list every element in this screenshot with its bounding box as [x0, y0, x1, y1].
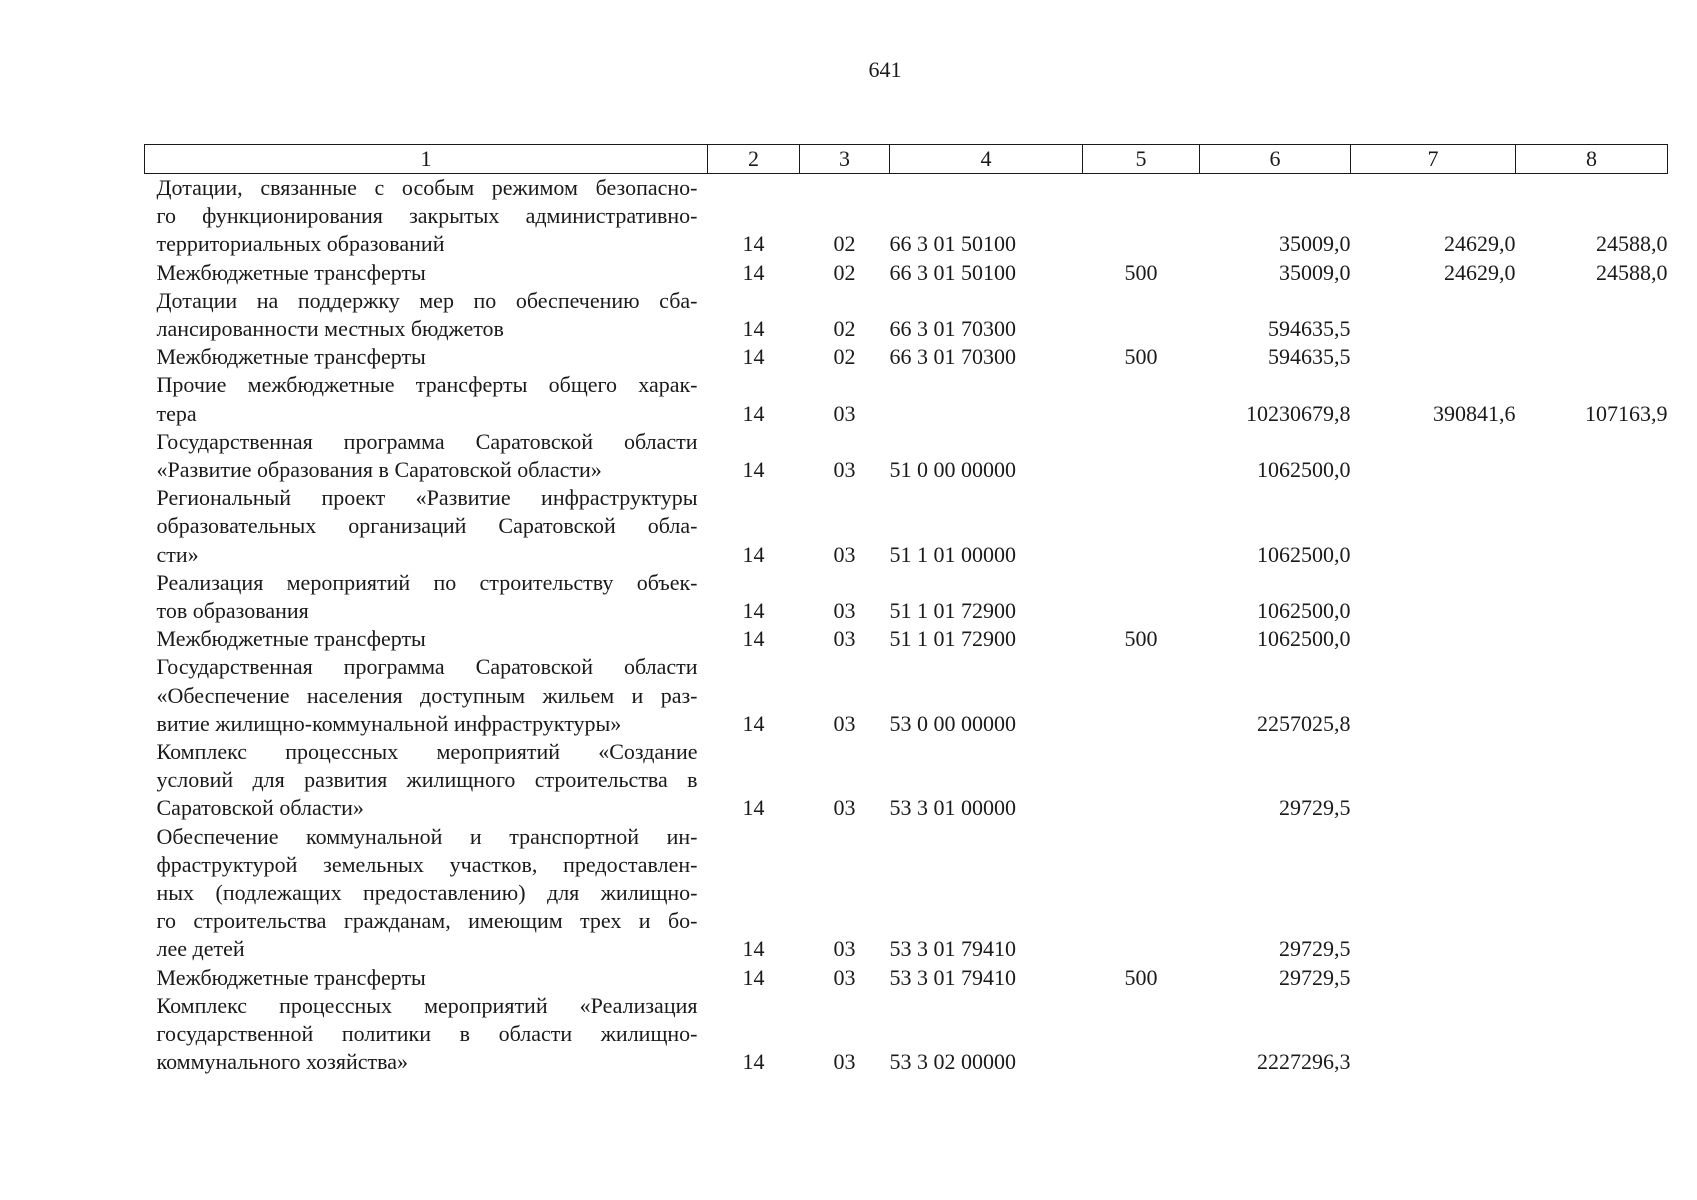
- page-number: 641: [868, 57, 902, 82]
- row-name: [145, 287, 708, 343]
- table-row: [145, 287, 1668, 343]
- row-section: 14: [742, 259, 765, 285]
- row-subsection: 03: [833, 457, 856, 483]
- row-name: [145, 428, 708, 484]
- row-subsection: 03: [833, 964, 856, 990]
- row-name: [145, 484, 708, 569]
- row-section: 14: [742, 936, 765, 962]
- row-amount-year2: [1351, 484, 1516, 569]
- row-expense-type: 500: [1124, 344, 1158, 370]
- row-amount-year2: [1351, 823, 1516, 964]
- row-amount-year2: [1351, 428, 1516, 484]
- column-header-section: 2: [708, 145, 800, 174]
- row-amount-year3: [1516, 484, 1668, 569]
- row-section: 14: [742, 1049, 765, 1075]
- row-name: [145, 259, 708, 287]
- row-amount-year1: 1062500,0: [1257, 626, 1351, 652]
- row-amount-year1: 2257025,8: [1257, 710, 1351, 736]
- row-section: 14: [742, 710, 765, 736]
- row-expense-type: [1083, 823, 1200, 964]
- row-expense-type: [1083, 653, 1200, 738]
- row-amount-year1: 594635,5: [1268, 316, 1351, 342]
- row-amount-year2: [1351, 625, 1516, 653]
- row-amount-year3: [1516, 428, 1668, 484]
- table-row: [145, 428, 1668, 484]
- table-row: [145, 625, 1668, 653]
- row-amount-year3: [1516, 569, 1668, 625]
- table-row: [145, 174, 1668, 259]
- row-name: [145, 343, 708, 371]
- row-subsection: 03: [833, 626, 856, 652]
- row-name-line: Прочие межбюджетные трансферты общего харак-: [156, 372, 698, 398]
- row-amount-year3: [1516, 625, 1668, 653]
- row-name-line: лансированности местных бюджетов: [156, 316, 504, 342]
- row-amount-year3: [1516, 992, 1668, 1077]
- row-amount-year3: [1516, 738, 1668, 823]
- row-subsection: 03: [833, 1049, 856, 1075]
- row-amount-year1: 35009,0: [1279, 259, 1351, 285]
- column-header-amount-year1: 6: [1200, 145, 1351, 174]
- row-name-line: государственной политики в области жилищно-: [156, 1021, 698, 1047]
- table-row: [145, 259, 1668, 287]
- row-subsection: 03: [833, 936, 856, 962]
- row-amount-year2: 24629,0: [1444, 259, 1516, 285]
- row-section: 14: [742, 344, 765, 370]
- row-section: 14: [742, 231, 765, 257]
- row-amount-year1: 29729,5: [1279, 936, 1351, 962]
- row-amount-year3: [1516, 964, 1668, 992]
- row-target-code: 53 3 01 79410: [889, 936, 1016, 962]
- column-header-amount-year2: 7: [1351, 145, 1516, 174]
- row-amount-year1: 1062500,0: [1257, 541, 1351, 567]
- row-name-line: тера: [156, 400, 197, 426]
- row-target-code: 66 3 01 50100: [889, 259, 1016, 285]
- row-expense-type: 500: [1124, 259, 1158, 285]
- row-name-line: сти»: [156, 541, 199, 567]
- row-subsection: 03: [833, 598, 856, 624]
- row-name: [145, 569, 708, 625]
- row-amount-year3: [1516, 343, 1668, 371]
- row-name-line: Реализация мероприятий по строительству объек-: [156, 569, 698, 595]
- row-amount-year1: 10230679,8: [1246, 400, 1351, 426]
- row-amount-year1: 35009,0: [1279, 231, 1351, 257]
- row-name-line: образовательных организаций Саратовской обла-: [156, 513, 698, 539]
- row-amount-year1: 594635,5: [1268, 344, 1351, 370]
- row-amount-year2: [1351, 287, 1516, 343]
- row-amount-year2: [1351, 992, 1516, 1077]
- row-name-line: Межбюджетные трансферты: [156, 626, 426, 652]
- row-expense-type: [1083, 992, 1200, 1077]
- row-amount-year3: [1516, 653, 1668, 738]
- row-name-line: Дотации на поддержку мер по обеспечению сба-: [156, 287, 698, 313]
- row-target-code: 66 3 01 70300: [889, 344, 1016, 370]
- row-amount-year2: [1351, 569, 1516, 625]
- row-amount-year2: [1351, 964, 1516, 992]
- row-name: [145, 964, 708, 992]
- row-amount-year2: 390841,6: [1433, 400, 1516, 426]
- row-name-line: витие жилищно-коммунальной инфраструктуры»: [156, 710, 622, 736]
- row-name-line: Государственная программа Саратовской области: [156, 654, 698, 680]
- row-section: 14: [742, 316, 765, 342]
- row-expense-type: [1083, 738, 1200, 823]
- row-section: 14: [742, 795, 765, 821]
- row-amount-year1: 1062500,0: [1257, 457, 1351, 483]
- row-amount-year3: [1516, 823, 1668, 964]
- table-row: [145, 343, 1668, 371]
- row-section: 14: [742, 626, 765, 652]
- table-row: [145, 569, 1668, 625]
- row-amount-year2: [1351, 343, 1516, 371]
- row-subsection: 03: [833, 795, 856, 821]
- row-name-line: Государственная программа Саратовской области: [156, 428, 698, 454]
- row-name-line: «Развитие образования в Саратовской области»: [156, 457, 602, 483]
- row-name-line: ных (подлежащих предоставлению) для жилищно-: [156, 880, 698, 906]
- table-body: [145, 174, 1668, 1077]
- row-subsection: 02: [833, 259, 856, 285]
- row-amount-year1: 2227296,3: [1257, 1049, 1351, 1075]
- row-expense-type: [1083, 371, 1200, 427]
- row-expense-type: [1083, 428, 1200, 484]
- row-name-line: го функционирования закрытых административно-: [156, 203, 698, 229]
- row-name-line: Региональный проект «Развитие инфраструктуры: [156, 485, 698, 511]
- row-name-line: Межбюджетные трансферты: [156, 259, 426, 285]
- row-name-line: коммунального хозяйства»: [156, 1049, 408, 1075]
- column-header-subsection: 3: [800, 145, 890, 174]
- row-name-line: Межбюджетные трансферты: [156, 344, 426, 370]
- row-expense-type: [1083, 174, 1200, 259]
- column-header-name: 1: [145, 145, 708, 174]
- row-amount-year1: 29729,5: [1279, 964, 1351, 990]
- row-name-line: территориальных образований: [156, 231, 445, 257]
- row-expense-type: 500: [1124, 964, 1158, 990]
- column-header-amount-year3: 8: [1516, 145, 1668, 174]
- row-target-code: 66 3 01 50100: [889, 231, 1016, 257]
- row-subsection: 02: [833, 231, 856, 257]
- row-target-code: 53 0 00 00000: [889, 710, 1016, 736]
- row-amount-year2: [1351, 653, 1516, 738]
- row-amount-year3: 24588,0: [1596, 231, 1668, 257]
- table-row: [145, 992, 1668, 1077]
- table-row: [145, 371, 1668, 427]
- row-name-line: Межбюджетные трансферты: [156, 964, 426, 990]
- row-name-line: тов образования: [156, 598, 309, 624]
- row-name: [145, 738, 708, 823]
- row-target-code: 53 3 02 00000: [889, 1049, 1016, 1075]
- row-amount-year1: 29729,5: [1279, 795, 1351, 821]
- table-header-row: [145, 145, 1668, 174]
- row-target-code: 53 3 01 00000: [889, 795, 1016, 821]
- row-section: 14: [742, 964, 765, 990]
- row-target-code: 66 3 01 70300: [889, 316, 1016, 342]
- row-name-line: Дотации, связанные с особым режимом безопасно-: [156, 175, 698, 200]
- table-row: [145, 823, 1668, 964]
- row-amount-year1: 1062500,0: [1257, 598, 1351, 624]
- table-row: [145, 964, 1668, 992]
- row-target-code: 51 1 01 72900: [889, 626, 1016, 652]
- row-section: 14: [742, 400, 765, 426]
- row-name-line: лее детей: [156, 936, 245, 962]
- row-name-line: го строительства гражданам, имеющим трех и бо-: [156, 908, 698, 934]
- row-amount-year3: 24588,0: [1596, 259, 1668, 285]
- row-name-line: Обеспечение коммунальной и транспортной ин-: [156, 823, 698, 849]
- row-target-code: [890, 371, 1083, 427]
- row-subsection: 02: [833, 344, 856, 370]
- row-expense-type: [1083, 484, 1200, 569]
- row-name: [145, 371, 708, 427]
- row-subsection: 03: [833, 710, 856, 736]
- row-target-code: 51 0 00 00000: [889, 457, 1016, 483]
- row-section: 14: [742, 541, 765, 567]
- row-name-line: Комплекс процессных мероприятий «Реализация: [156, 992, 698, 1018]
- row-name-line: Саратовской области»: [156, 795, 364, 821]
- row-name: [145, 992, 708, 1077]
- row-name: [145, 653, 708, 738]
- row-name-line: условий для развития жилищного строительства в: [156, 767, 698, 793]
- row-section: 14: [742, 598, 765, 624]
- row-name: [145, 174, 708, 259]
- row-subsection: 03: [833, 541, 856, 567]
- row-amount-year3: [1516, 287, 1668, 343]
- row-name: [145, 823, 708, 964]
- budget-table: [144, 144, 1668, 1077]
- row-target-code: 53 3 01 79410: [889, 964, 1016, 990]
- row-amount-year3: 107163,9: [1585, 400, 1668, 426]
- row-name-line: фраструктурой земельных участков, предоставлен-: [156, 851, 698, 877]
- row-expense-type: 500: [1124, 626, 1158, 652]
- row-expense-type: [1083, 287, 1200, 343]
- row-name-line: «Обеспечение населения доступным жильем и раз-: [156, 682, 698, 708]
- table-row: [145, 484, 1668, 569]
- row-amount-year2: 24629,0: [1444, 231, 1516, 257]
- row-section: 14: [742, 457, 765, 483]
- table-row: [145, 738, 1668, 823]
- row-amount-year2: [1351, 738, 1516, 823]
- column-header-expense-type: 5: [1083, 145, 1200, 174]
- row-target-code: 51 1 01 72900: [889, 598, 1016, 624]
- row-subsection: 02: [833, 316, 856, 342]
- row-name: [145, 625, 708, 653]
- row-name-line: Комплекс процессных мероприятий «Создание: [156, 739, 698, 765]
- row-target-code: 51 1 01 00000: [889, 541, 1016, 567]
- column-header-target-code: 4: [890, 145, 1083, 174]
- row-subsection: 03: [833, 400, 856, 426]
- row-expense-type: [1083, 569, 1200, 625]
- table-row: [145, 653, 1668, 738]
